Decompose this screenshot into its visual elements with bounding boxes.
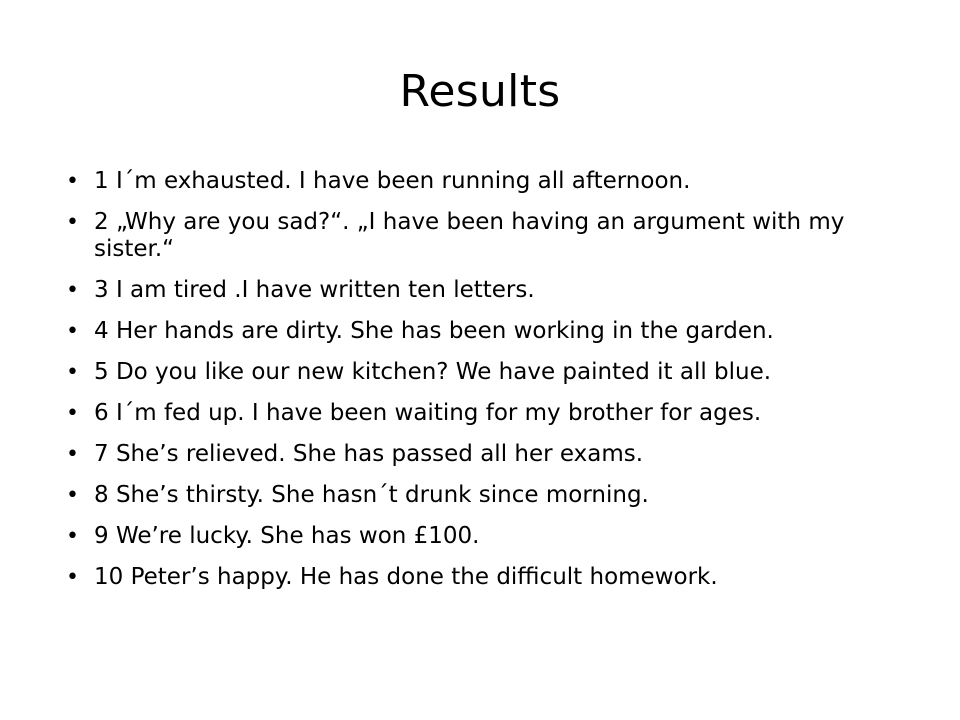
list-item-text: 10 Peter’s happy. He has done the difficult homework.	[94, 564, 718, 590]
list-item-text: 3 I am tired .I have written ten letters.	[94, 277, 535, 303]
bullet-icon: •	[66, 278, 79, 303]
list-item-text: 7 She’s relieved. She has passed all her exams.	[94, 441, 644, 467]
bullet-icon: •	[66, 565, 79, 590]
list-item	[66, 400, 906, 427]
bullet-icon: •	[66, 524, 79, 549]
list-item-text: 6 I´m fed up. I have been waiting for my brother for ages.	[94, 400, 762, 426]
list-item	[66, 318, 906, 345]
bullet-icon: •	[66, 169, 79, 194]
bullet-icon: •	[66, 442, 79, 467]
list-item-text: 4 Her hands are dirty. She has been working in the garden.	[94, 318, 774, 344]
list-item	[66, 482, 906, 509]
list-item	[66, 359, 906, 386]
list-item	[66, 441, 906, 468]
bullet-icon: •	[66, 319, 79, 344]
list-item-text: 8 She’s thirsty. She hasn´t drunk since morning.	[94, 482, 649, 508]
list-item-text: 9 We’re lucky. She has won £100.	[94, 523, 480, 549]
list-item	[66, 523, 906, 550]
bullet-list	[66, 168, 906, 605]
slide-title: Results	[399, 66, 561, 117]
bullet-icon: •	[66, 360, 79, 385]
list-item-text: 2 „Why are you sad?“. „I have been having an argument with my sister.“	[94, 209, 845, 262]
bullet-icon: •	[66, 210, 79, 235]
bullet-icon: •	[66, 483, 79, 508]
list-item-text: 5 Do you like our new kitchen? We have painted it all blue.	[94, 359, 772, 385]
list-item	[66, 277, 906, 304]
list-item-text: 1 I´m exhausted. I have been running all afternoon.	[94, 168, 691, 194]
list-item	[66, 564, 906, 591]
list-item	[66, 209, 906, 263]
bullet-icon: •	[66, 401, 79, 426]
list-item	[66, 168, 906, 195]
